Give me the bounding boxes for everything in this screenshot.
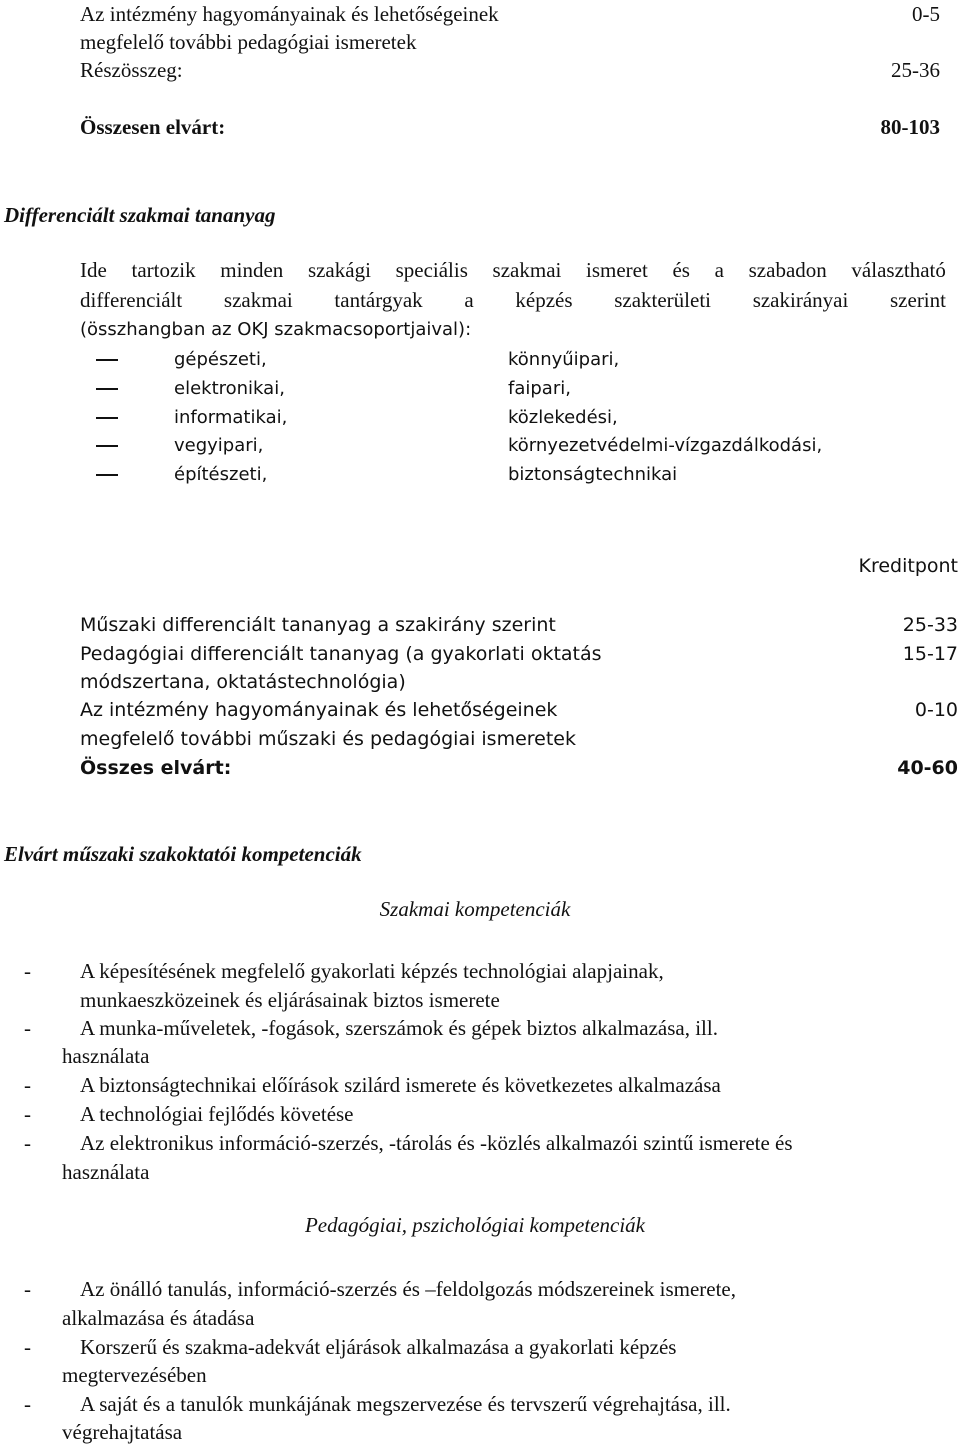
intro-word: szakmai xyxy=(223,288,293,312)
intro-word: szakági xyxy=(307,258,371,282)
intro-word: minden xyxy=(220,258,284,282)
pedagogical-competencies-heading: Pedagógiai, pszichológiai kompetenciák xyxy=(304,1213,645,1237)
intro-word: képzés xyxy=(515,288,573,312)
intro-word: a xyxy=(464,288,474,312)
credit-total-value: 40-60 xyxy=(897,757,958,779)
field-right: könnyűipari, xyxy=(508,349,620,370)
list-bullet: - xyxy=(24,959,31,983)
list-bullet: - xyxy=(24,1335,31,1359)
intro-word: speciális xyxy=(395,258,468,282)
intro-line-1 xyxy=(80,256,946,285)
row1-label-line2: megfelelő további pedagógiai ismeretek xyxy=(80,30,417,54)
credit-row2-label-line2: módszertana, oktatástechnológia) xyxy=(80,671,406,693)
field-left: informatikai, xyxy=(174,407,288,428)
credit-row2-value: 15-17 xyxy=(902,643,958,665)
list-item-line2: alkalmazása és átadása xyxy=(62,1306,255,1330)
credit-row3-label-line1: Az intézmény hagyományainak és lehetőségeinek xyxy=(80,699,558,721)
professional-competencies-heading: Szakmai kompetenciák xyxy=(379,897,571,921)
field-right: faipari, xyxy=(508,378,571,399)
credit-row3-label-line2: megfelelő további műszaki és pedagógiai ismeretek xyxy=(80,728,577,750)
field-left: vegyipari, xyxy=(174,435,264,456)
intro-line-3: (összhangban az OKJ szakmacsoportjaival): xyxy=(80,319,472,340)
intro-word: tartozik xyxy=(131,258,196,282)
total-label: Összesen elvárt: xyxy=(80,115,226,139)
dash-bullet xyxy=(96,388,118,390)
intro-word: szakirányai xyxy=(752,288,849,312)
list-item-line1: A képesítésének megfelelő gyakorlati képzés technológiai alapjainak, xyxy=(80,959,664,983)
section-title-differentiated: Differenciált szakmai tananyag xyxy=(4,203,276,227)
dash-bullet xyxy=(96,474,118,476)
list-item-line2: megtervezésében xyxy=(62,1363,207,1387)
credit-row1-label: Műszaki differenciált tananyag a szakirány szerint xyxy=(80,614,556,636)
section-title-competencies: Elvárt műszaki szakoktatói kompetenciák xyxy=(4,842,362,866)
field-right: környezetvédelmi-vízgazdálkodási, xyxy=(508,435,823,456)
list-item-line2: végrehajtatása xyxy=(62,1420,183,1444)
intro-word: választható xyxy=(851,258,946,282)
field-left: építészeti, xyxy=(174,464,268,485)
list-bullet: - xyxy=(24,1016,31,1040)
intro-word: tantárgyak xyxy=(334,288,423,312)
list-bullet: - xyxy=(24,1131,31,1155)
list-item-line1: A technológiai fejlődés követése xyxy=(80,1102,354,1126)
intro-word: szabadon xyxy=(748,258,827,282)
list-bullet: - xyxy=(24,1277,31,1301)
intro-word: szakmai xyxy=(492,258,562,282)
intro-word: a xyxy=(714,258,724,282)
credit-total-label: Összes elvárt: xyxy=(80,757,232,779)
credit-row2-label-line1: Pedagógiai differenciált tananyag (a gyakorlati oktatás xyxy=(80,643,602,665)
list-item-line1: Korszerű és szakma-adekvát eljárások alkalmazása a gyakorlati képzés xyxy=(80,1335,677,1359)
field-left: gépészeti, xyxy=(174,349,267,370)
intro-word: Ide xyxy=(80,258,107,282)
list-item-line1: Az önálló tanulás, információ-szerzés és –feldolgozás módszereinek ismerete, xyxy=(80,1277,736,1301)
credit-row3-value: 0-10 xyxy=(914,699,958,721)
intro-word: szerint xyxy=(890,288,946,312)
list-item-line1: Az elektronikus információ-szerzés, -tárolás és -közlés alkalmazói szintű ismerete és xyxy=(80,1131,793,1155)
row1-label-line1: Az intézmény hagyományainak és lehetőségeinek xyxy=(80,2,499,26)
intro-word: differenciált xyxy=(80,288,183,312)
list-item-line2: használata xyxy=(62,1044,150,1068)
list-bullet: - xyxy=(24,1392,31,1416)
list-item-line2: munkaeszközeinek és eljárásainak biztos ismerete xyxy=(80,988,500,1012)
list-item-line1: A biztonságtechnikai előírások szilárd ismerete és következetes alkalmazása xyxy=(80,1073,721,1097)
list-item-line1: A munka-műveletek, -fogások, szerszámok és gépek biztos alkalmazása, ill. xyxy=(80,1016,718,1040)
row1-value: 0-5 xyxy=(912,2,940,26)
list-item-line2: használata xyxy=(62,1160,150,1184)
dash-bullet xyxy=(96,417,118,419)
intro-word: ismeret xyxy=(586,258,648,282)
credit-header: Kreditpont xyxy=(858,555,958,577)
total-value: 80-103 xyxy=(880,115,940,139)
field-right: közlekedési, xyxy=(508,407,618,428)
dash-bullet xyxy=(96,359,118,361)
dash-bullet xyxy=(96,445,118,447)
intro-word: és xyxy=(672,258,690,282)
list-item-line1: A saját és a tanulók munkájának megszervezése és tervszerű végrehajtása, ill. xyxy=(80,1392,731,1416)
list-bullet: - xyxy=(24,1073,31,1097)
subtotal-label: Részösszeg: xyxy=(80,58,183,82)
field-right: biztonságtechnikai xyxy=(508,464,678,485)
list-bullet: - xyxy=(24,1102,31,1126)
subtotal-value: 25-36 xyxy=(891,58,940,82)
intro-word: szakterületi xyxy=(614,288,711,312)
credit-row1-value: 25-33 xyxy=(902,614,958,636)
intro-line-2 xyxy=(80,286,946,315)
field-left: elektronikai, xyxy=(174,378,285,399)
